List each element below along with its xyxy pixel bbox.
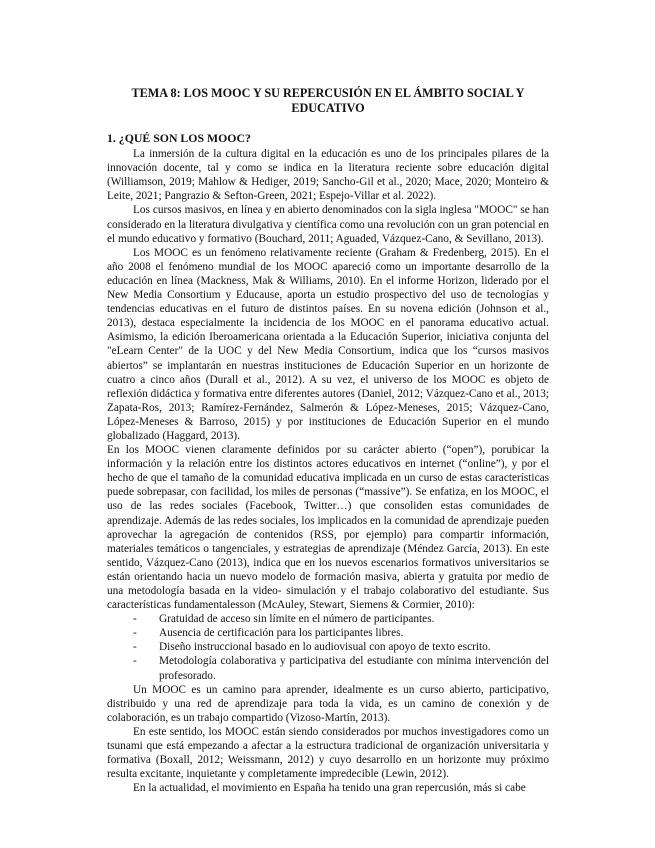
paragraph: Los MOOC es un fenómeno relativamente reciente (Graham & Fredenberg, 2015). En el año 2008 el fenómeno mundial de los MOOC apareció como un importante desarrollo de la educación en línea (Mackness, Mak & Williams, 2010). En el informe Horizon, liderado por el New Media Consortium y Educause, aporta un estudio prospectivo del uso de tecnologías y tendencias educativas en el futuro de distintos países. En su novena edición (Johnson et al., 2013), destaca especialmente la incidencia de los MOOC en el panorama educativo actual. Asimismo, la edición Iberoamericana orientada a la Educación Superior, iniciativa conjunta del "eLearn Center" de la UOC y del New Media Consortium, indica que los “cursos masivos abiertos” se implantarán en nuestras instituciones de Educación Superior en un horizonte de cuatro a cinco años (Durall et al., 2012). A su vez, el universo de los MOOC es objeto de reflexión didáctica y formativa entre diferentes autores (Daniel, 2012; Vázquez-Cano et al., 2013; Zapata-Ros, 2013; Ramírez-Fernández, Salmerón & López-Meneses, 2015; Vázquez-Cano, López-Meneses & Barroso, 2015) y por instituciones de Educación Superior en el mundo globalizado (Haggard, 2013).: [107, 246, 549, 442]
paragraph: La inmersión de la cultura digital en la educación es uno de los principales pilares de la innovación docente, tal y como se indica en la literatura reciente sobre educación digital (Williamson, 2019; Mahlow & Hediger, 2019; Sancho-Gil et al., 2020; Mace, 2020; Monteiro & Leite, 2021; Pangrazio & Sefton-Green, 2021; Espejo-Villar et al. 2022).: [107, 148, 549, 203]
section-heading: 1. ¿QUÉ SON LOS MOOC?: [107, 131, 251, 145]
paragraph: Un MOOC es un camino para aprender, idealmente es un curso abierto, participativo, distribuido y una red de aprendizaje para toda la vida, es un camino de conexión y de colaboración, es un trabajo compartido (Vizoso-Martín, 2013).: [107, 683, 549, 724]
list-item: - Gratuidad de acceso sin límite en el número de participantes.: [133, 612, 549, 626]
paragraph: Los cursos masivos, en línea y en abierto denominados con la sigla inglesa "MOOC" se han considerado en la literatura divulgativa y científica como una revolución con un gran potencial en el mundo educativo y formativo (Bouchard, 2011; Aguaded, Vázquez-Cano, & Sevillano, 2013).: [107, 204, 549, 245]
paragraph: En este sentido, los MOOC están siendo considerados por muchos investigadores como un tsunami que está empezando a afectar a la estructura tradicional de organización universitaria y formativa (Boxall, 2012; Weissmann, 2012) y cuyo desarrollo en un horizonte muy próximo resulta excitante, inquietante y completamente impredecible (Lewin, 2012).: [107, 725, 549, 781]
paragraph: En la actualidad, el movimiento en España ha tenido una gran repercusión, más si cabe: [133, 782, 526, 795]
page-title: TEMA 8: LOS MOOC Y SU REPERCUSIÓN EN EL ÁMBITO SOCIAL Y EDUCATIVO: [131, 86, 525, 115]
characteristics-list: [107, 612, 549, 682]
list-item: - Diseño instruccional basado en lo audiovisual con apoyo de texto escrito.: [133, 640, 549, 654]
paragraph: En los MOOC vienen claramente definidos por su carácter abierto (“open”), porubicar la información y la relación entre los distintos actores educativos en internet (“online”), y por el hecho de que el tamaño de la comunidad educativa implicada en un curso de estas características puede sobrepasar, con facilidad, los miles de personas (“massive”). Se enfatiza, en los MOOC, el uso de las redes sociales (Facebook, Twitter…) que consoliden estas comunidades de aprendizaje. Además de las redes sociales, los implicados en la comunidad de aprendizaje pueden aprovechar la agregación de contenidos (RSS, por ejemplo) para compartir información, materiales temáticos o tangenciales, y estrategias de aprendizaje (Méndez García, 2013). En este sentido, Vázquez-Cano (2013), indica que en los nuevos escenarios formativos universitarios se están orientando hacia un nuevo modelo de formación masiva, abierta y gratuita por medio de una metodología basada en la video- simulación y el trabajo colaborativo del estudiante. Sus características fundamentalesson (McAuley, Stewart, Siemens & Cormier, 2010):: [107, 444, 549, 612]
list-item: - Ausencia de certificación para los participantes libres.: [133, 626, 549, 640]
list-item: - Metodología colaborativa y participativa del estudiante con mínima intervención del profesorado.: [133, 654, 549, 682]
